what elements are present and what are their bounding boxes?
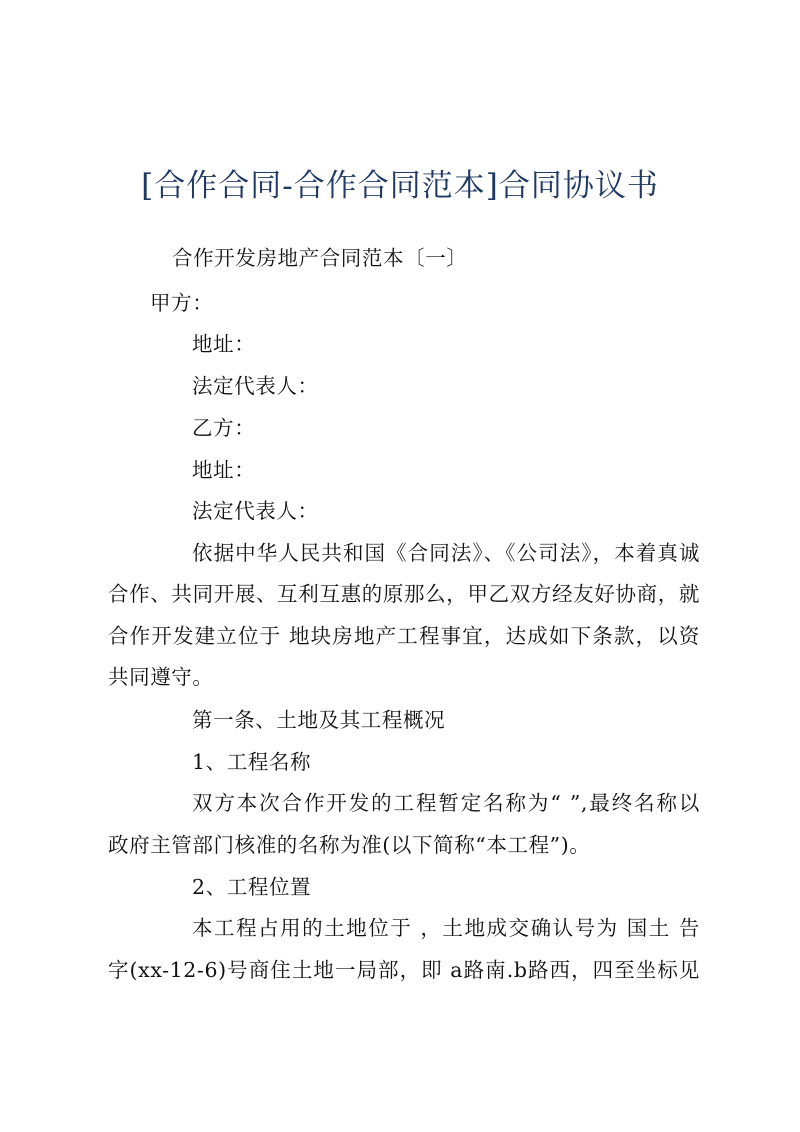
preamble-line-4: 共同遵守。: [108, 665, 214, 689]
preamble-line-3: 合作开发建立位于 地块房地产工程事宜，达成如下条款，以资: [108, 624, 700, 648]
item-2-heading: 2、工程位置: [192, 875, 312, 899]
party-a-label: 甲方：: [150, 291, 214, 315]
article-1-heading: 第一条、土地及其工程概况: [192, 708, 446, 732]
preamble-line-2: 合作、共同开展、互利互惠的原那么，甲乙双方经友好协商，就: [108, 582, 700, 606]
document-title: [合作合同-合作合同范本]合同协议书: [141, 168, 659, 204]
party-a-representative: 法定代表人：: [192, 374, 319, 398]
item-1-heading: 1、工程名称: [192, 750, 312, 774]
item-1-text-line-1: 双方本次合作开发的工程暂定名称为“ ”,最终名称以: [192, 791, 700, 815]
party-b-address: 地址：: [192, 458, 256, 482]
preamble-line-1: 依据中华人民共和国《合同法》、《公司法》，本着真诚: [192, 541, 700, 565]
party-a-address: 地址：: [192, 332, 256, 356]
item-2-text-line-1: 本工程占用的土地位于 ，土地成交确认号为 国土 告: [192, 916, 700, 940]
document-subtitle: 合作开发房地产合同范本〔一〕: [172, 246, 468, 270]
item-1-text-line-2: 政府主管部门核准的名称为准(以下简称“本工程”)。: [108, 833, 591, 857]
party-b-label: 乙方：: [192, 416, 256, 440]
party-b-representative: 法定代表人：: [192, 499, 319, 523]
item-2-text-line-2: 字(xx-12-6)号商住土地一局部，即 a路南.b路西，四至坐标见: [108, 958, 700, 982]
